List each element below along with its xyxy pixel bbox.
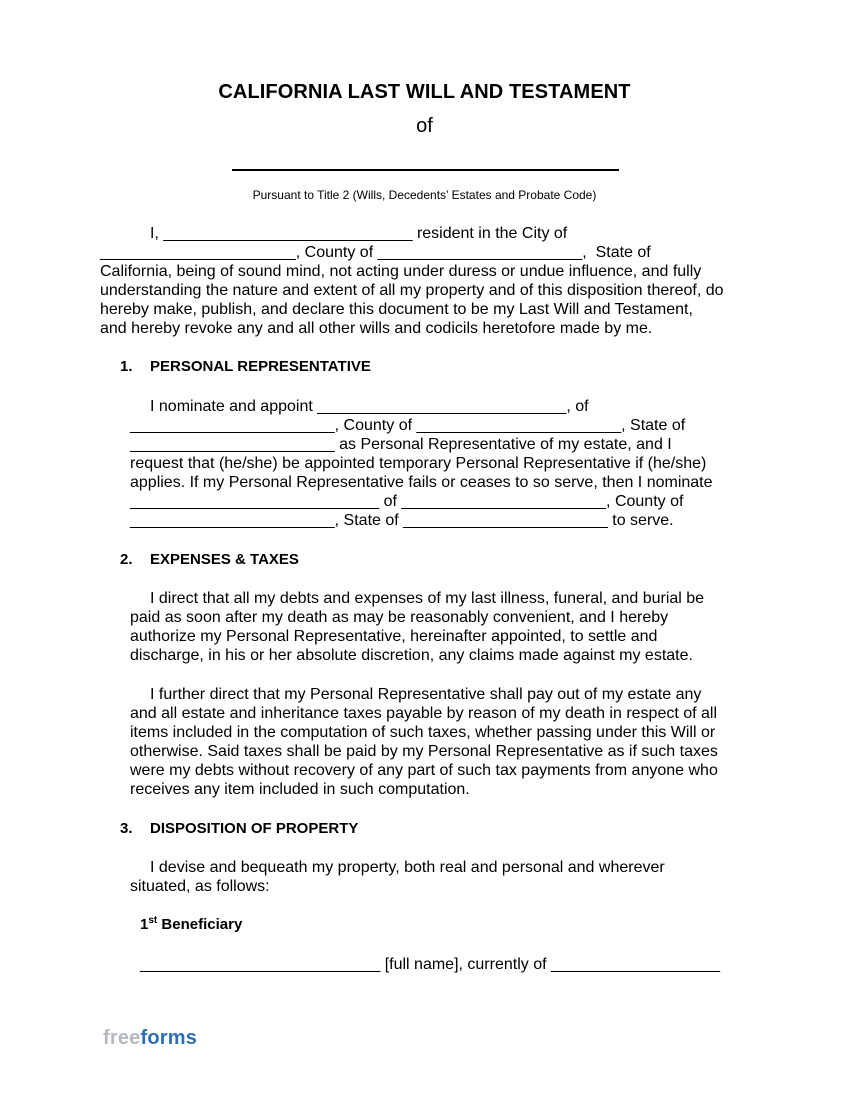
beneficiary-label: Beneficiary <box>157 916 243 933</box>
beneficiary-heading <box>140 916 242 933</box>
pursuant-subtitle: Pursuant to Title 2 (Wills, Decedents’ Estates and Probate Code) <box>252 188 597 202</box>
beneficiary-ordinal-suffix: st <box>148 915 158 926</box>
section-2-line: discharge, in his or her absolute discretion, any claims made against my estate. <box>130 647 693 664</box>
intro-line: and hereby revoke any and all other wills and codicils heretofore made by me. <box>100 320 653 337</box>
section-number: 2. <box>120 551 133 568</box>
intro-line: hereby make, publish, and declare this document to be my Last Will and Testament, <box>100 301 693 318</box>
testator-name-line[interactable] <box>232 169 619 171</box>
beneficiary-fill-line[interactable]: ___________________________ [full name], currently of ___________________ <box>140 956 721 973</box>
section-heading-personal-representative <box>120 358 371 375</box>
section-3-line: situated, as follows: <box>130 878 270 895</box>
section-title: EXPENSES & TAXES <box>150 551 299 568</box>
section-number: 3. <box>120 820 133 837</box>
section-2-line: I further direct that my Personal Representative shall pay out of my estate any <box>150 686 702 703</box>
beneficiary-ordinal: 1 <box>140 916 149 933</box>
section-2-line: and all estate and inheritance taxes payable by reason of my death in respect of all <box>130 705 718 722</box>
section-2-line: I direct that all my debts and expenses of my last illness, funeral, and burial be <box>150 590 705 607</box>
document-title: CALIFORNIA LAST WILL AND TESTAMENT <box>218 81 631 103</box>
freeforms-logo: freeforms <box>103 1027 198 1049</box>
section-heading-expenses-taxes <box>120 551 299 568</box>
section-1-line: ____________________________ of _______________________, County of <box>130 493 684 510</box>
document-of: of <box>416 115 433 137</box>
section-title: PERSONAL REPRESENTATIVE <box>150 358 371 375</box>
section-2-line: paid as soon after my death as may be reasonably convenient, and I hereby <box>130 609 669 626</box>
section-1-line: _______________________ as Personal Representative of my estate, and I <box>130 436 672 453</box>
section-2-line: items included in the computation of such taxes, whether passing under this Will or <box>130 724 716 741</box>
section-2-line: were my debts without recovery of any part of such tax payments from anyone who <box>130 762 718 779</box>
section-2-line: otherwise. Said taxes shall be paid by my Personal Representative as if such taxes <box>130 743 718 760</box>
intro-line: I, ____________________________ resident in the City of <box>150 225 568 242</box>
section-title: DISPOSITION OF PROPERTY <box>150 820 359 837</box>
section-1-line: _______________________, State of _______________________ to serve. <box>130 512 674 529</box>
section-1-line: _______________________, County of _______________________, State of <box>130 417 686 434</box>
section-3-line: I devise and bequeath my property, both real and personal and wherever <box>150 859 665 876</box>
section-heading-disposition-of-property <box>120 820 358 837</box>
section-2-line: authorize my Personal Representative, hereinafter appointed, to settle and <box>130 628 658 645</box>
intro-line: ______________________, County of _______________________, State of <box>100 244 651 261</box>
section-1-line: request that (he/she) be appointed temporary Personal Representative if (he/she) <box>130 455 707 472</box>
section-2-line: receives any item included in such computation. <box>130 781 470 798</box>
section-number: 1. <box>120 358 133 375</box>
section-1-line: I nominate and appoint ____________________________, of <box>150 398 589 415</box>
intro-line: understanding the nature and extent of all my property and of this disposition thereof, do <box>100 282 724 299</box>
section-1-line: applies. If my Personal Representative fails or ceases to so serve, then I nominate <box>130 474 713 491</box>
intro-line: California, being of sound mind, not acting under duress or undue influence, and fully <box>100 263 702 280</box>
